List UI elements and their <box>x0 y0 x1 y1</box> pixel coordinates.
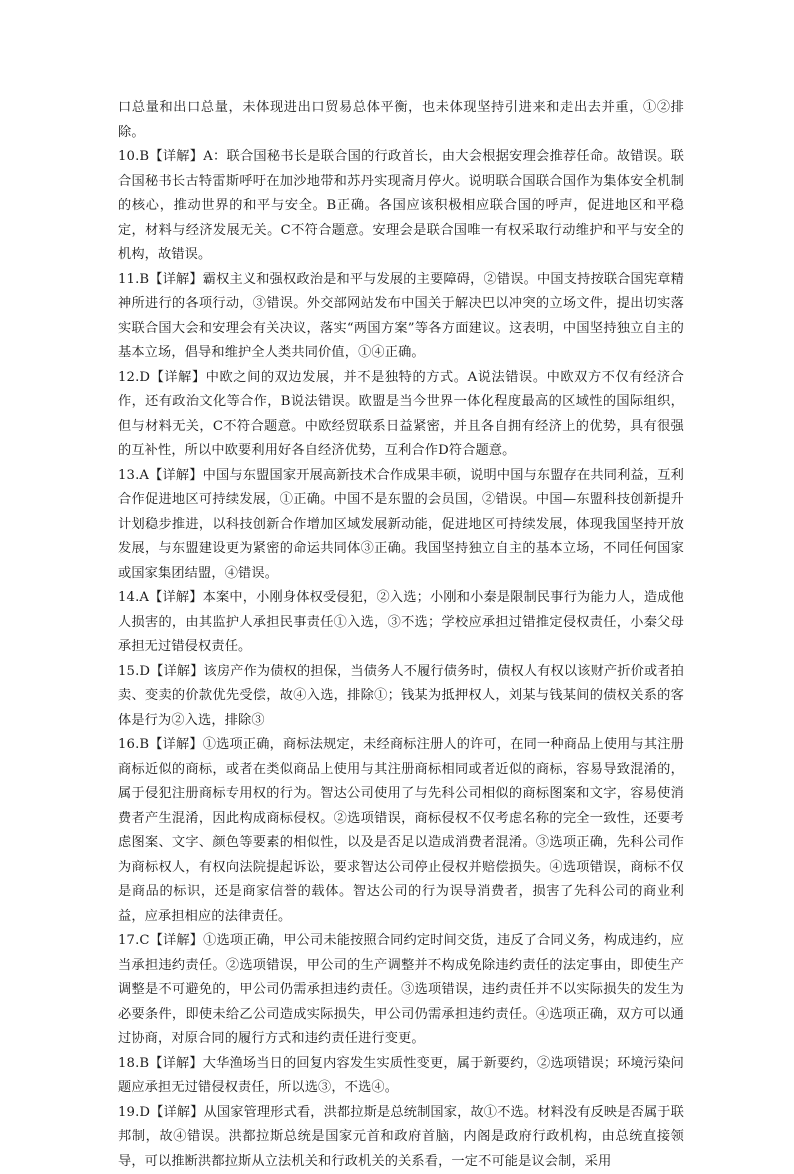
answer-15: 15.D【详解】该房产作为债权的担保，当债务人不履行债务时，债权人有权以该财产折价或者拍卖、变卖的价款优先受偿，故④入选，排除①；钱某为抵押权人，刘某与钱某间的债权关系的客体是行为②入选，排除③ <box>118 660 684 734</box>
paragraph-continuation: 口总量和出口总量，未体现进出口贸易总体平衡，也未体现坚持引进来和走出去并重，①②排除。 <box>118 96 684 145</box>
answer-19: 19.D【详解】从国家管理形式看，洪都拉斯是总统制国家，故①不选。材料没有反映是否属于联邦制，故④错误。洪都拉斯总统是国家元首和政府首脑，内阁是政府行政机构，由总统直接领导，可以推断洪都拉斯从立法机关和行政机关的关系看，一定不可能是议会制，采用 <box>118 1101 684 1174</box>
answer-16: 16.B【详解】①选项正确，商标法规定，未经商标注册人的许可，在同一种商品上使用与其注册商标近似的商标，或者在类似商品上使用与其注册商标相同或者近似的商标，容易导致混淆的，属于侵犯注册商标专用权的行为。智达公司使用了与先科公司相似的商标图案和文字，容易使消费者产生混淆，因此构成商标侵权。②选项错误，商标侵权不仅考虑名称的完全一致性，还要考虑图案、文字、颜色等要素的相似性，以及是否足以造成消费者混淆。③选项正确，先科公司作为商标权人，有权向法院提起诉讼，要求智达公司停止侵权并赔偿损失。④选项错误，商标不仅是商品的标识，还是商家信誉的载体。智达公司的行为误导消费者，损害了先科公司的商业利益，应承担相应的法律责任。 <box>118 733 684 929</box>
answer-11: 11.B【详解】霸权主义和强权政治是和平与发展的主要障碍，②错误。中国支持按联合国宪章精神所进行的各项行动，③错误。外交部网站发布中国关于解决巴以冲突的立场文件，提出切实落实联合国大会和安理会有关决议，落实“两国方案”等各方面建议。这表明，中国坚持独立自主的基本立场，倡导和维护全人类共同价值，①④正确。 <box>118 268 684 366</box>
document-body <box>118 96 684 1174</box>
answer-10: 10.B【详解】A：联合国秘书长是联合国的行政首长，由大会根据安理会推荐任命。故错误。联合国秘书长古特雷斯呼吁在加沙地带和苏丹实现斋月停火。说明联合国联合国作为集体安全机制的核心，推动世界的和平与安全。B正确。各国应该积极相应联合国的呼声，促进地区和平稳定，材料与经济发展无关。C不符合题意。安理会是联合国唯一有权采取行动维护和平与安全的机构，故错误。 <box>118 145 684 268</box>
answer-17: 17.C【详解】①选项正确，甲公司未能按照合同约定时间交货，违反了合同义务，构成违约，应当承担违约责任。②选项错误，甲公司的生产调整并不构成免除违约责任的法定事由，即使生产调整是不可避免的，甲公司仍需承担违约责任。③选项错误，违约责任并不以实际损失的发生为必要条件，即使未给乙公司造成实际损失，甲公司仍需承担违约责任。④选项正确，双方可以通过协商，对原合同的履行方式和违约责任进行变更。 <box>118 929 684 1052</box>
answer-13: 13.A【详解】中国与东盟国家开展高新技术合作成果丰硕，说明中国与东盟存在共同利益，互利合作促进地区可持续发展，①正确。中国不是东盟的会员国，②错误。中国—东盟科技创新提升计划稳步推进，以科技创新合作增加区域发展新动能，促进地区可持续发展，体现我国坚持开放发展，与东盟建设更为紧密的命运共同体③正确。我国坚持独立自主的基本立场，不同任何国家或国家集团结盟，④错误。 <box>118 464 684 587</box>
answer-18: 18.B【详解】大华渔场当日的回复内容发生实质性变更，属于新要约，②选项错误；环境污染问题应承担无过错侵权责任，所以选③，不选④。 <box>118 1052 684 1101</box>
answer-12: 12.D【详解】中欧之间的双边发展，并不是独特的方式。A说法错误。中欧双方不仅有经济合作，还有政治文化等合作，B说法错误。欧盟是当今世界一体化程度最高的区域性的国际组织，但与材料无关，C不符合题意。中欧经贸联系日益紧密，并且各自拥有经济上的优势，具有很强的互补性，所以中欧要利用好各自经济优势，互利合作D符合题意。 <box>118 366 684 464</box>
answer-14: 14.A【详解】本案中，小刚身体权受侵犯，②入选；小刚和小秦是限制民事行为能力人，造成他人损害的，由其监护人承担民事责任①入选，③不选；学校应承担过错推定侵权责任，小秦父母承担无过错侵权责任。 <box>118 586 684 660</box>
